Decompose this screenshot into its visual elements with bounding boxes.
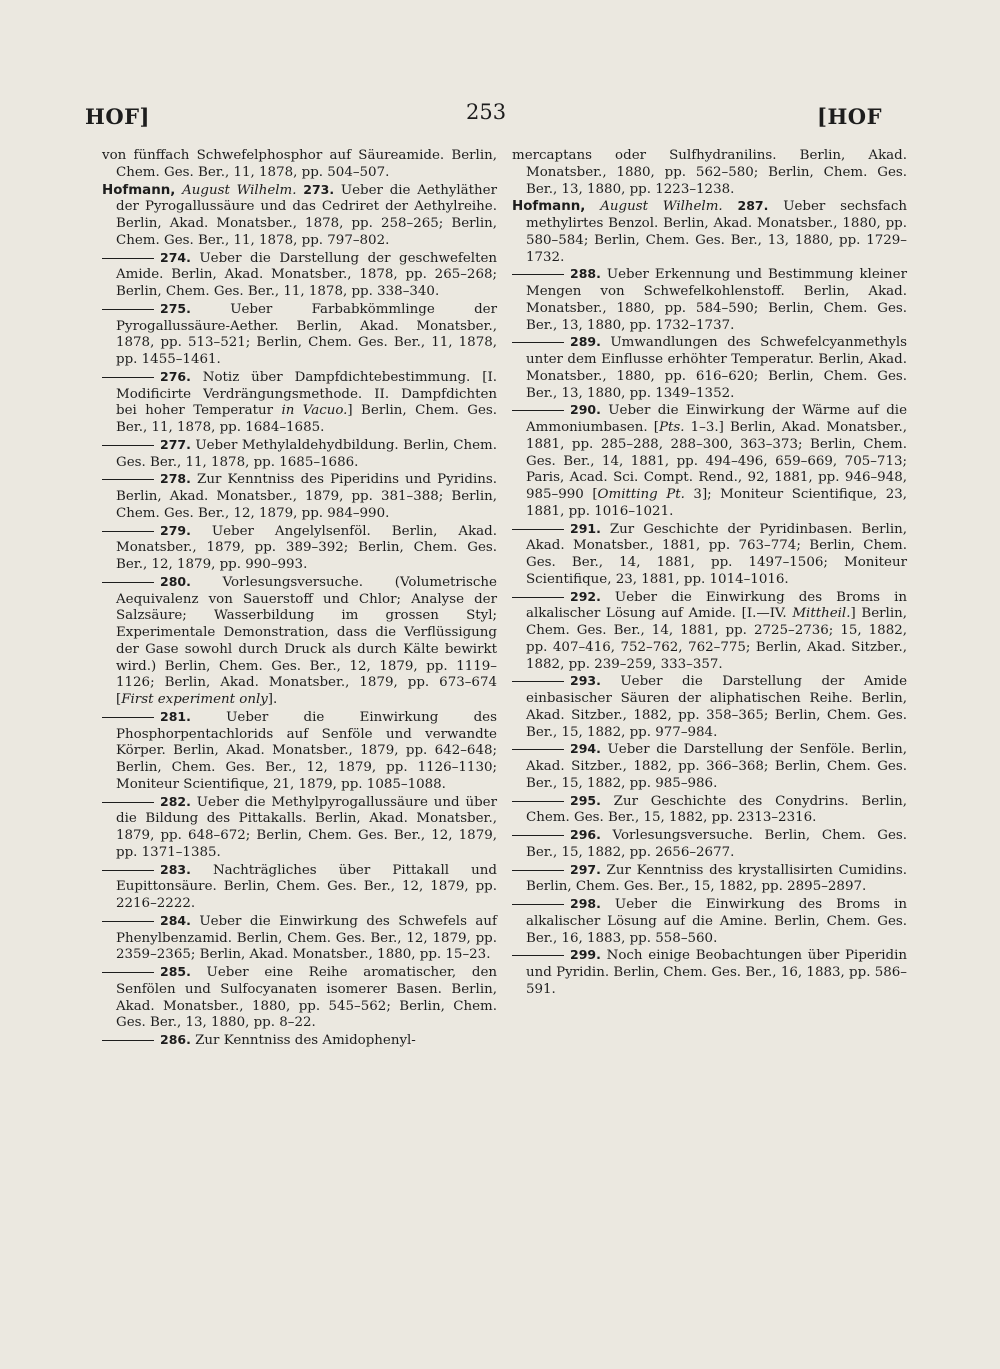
bibliography-entry-280 bbox=[102, 574, 497, 709]
entry-number: 276. bbox=[160, 368, 191, 384]
bibliography-entry-276 bbox=[102, 369, 497, 437]
continued-entry: mercaptans oder Sulfhydranilins. Berlin, Akad. Monatsber., 1880, pp. 562–580; Berlin, Chem. Ges. Ber., 13, 1880, pp. 1223–1238. bbox=[512, 148, 907, 197]
entry-text: Ueber die Einwirkung des Schwefels auf Phenylbenzamid. Berlin, Chem. Ges. Ber., 12, 1879, pp. 2359–2365; Berlin, Akad. Monatsber., 1880, pp. 15–23. bbox=[116, 913, 497, 963]
entry-text: Ueber die Einwirkung des Phosphorpentachlorids auf Senföle und verwandte Körper. Berlin, Akad. Monatsber., 1879, pp. 642–648; Berlin, Chem. Ges. Ber., 12, 1879, pp. 1126–1130; Moniteur Scientifique, 21, 1879, pp. 1085–1088. bbox=[116, 709, 497, 792]
entry-text-cont: ]. bbox=[267, 692, 278, 707]
entry-text: Vorlesungsversuche. Berlin, Chem. Ges. Ber., 15, 1882, pp. 2656–2677. bbox=[526, 828, 907, 860]
left-column bbox=[102, 148, 497, 1050]
entry-text: Ueber sechsfach methylirtes Benzol. Berlin, Akad. Monatsber., 1880, pp. 580–584; Berlin, Chem. Ges. Ber., 13, 1880, pp. 1729–1732. bbox=[526, 199, 907, 265]
entry-text-cont-2: 3]; Moniteur Scientifique, 23, 1881, pp. 1016–1021. bbox=[526, 487, 907, 519]
ditto-rule bbox=[102, 531, 154, 532]
ditto-rule bbox=[512, 342, 564, 343]
author-name: Hofmann, bbox=[102, 182, 176, 198]
entry-italic-text: Mittheil. bbox=[792, 606, 851, 622]
entry-text: Vorlesungsversuche. (Volumetrische Aequivalenz von Sauerstoff und Chlor; Analyse der Salzsäure; Wasserbildung im grossen Styl; Experimentale Demonstration, dass die Verflüssigung der Gase sowohl durch Druck als durch Kälte bewirkt wird.) Berlin, Chem. Ges. Ber., 12, 1879, pp. 1119–1126; Berlin, Akad. Monatsber., 1879, pp. 673–674 [ bbox=[116, 574, 497, 707]
entry-text: Zur Kenntniss des Piperidins und Pyridins. Berlin, Akad. Monatsber., 1879, pp. 381–388; Berlin, Chem. Ges. Ber., 12, 1879, pp. 984–990. bbox=[116, 472, 497, 521]
bibliography-entry-297 bbox=[512, 862, 907, 897]
entry-text-cont: ] Berlin, Chem. Ges. Ber., 14, 1881, pp. 2725–2736; 15, 1882, pp. 407–416, 752–762, 762–775; Berlin, Akad. Sitzber., 1882, pp. 239–259, 333–357. bbox=[526, 606, 907, 672]
entry-number: 290. bbox=[570, 402, 601, 418]
entry-text: Zur Geschichte des Conydrins. Berlin, Chem. Ges. Ber., 15, 1882, pp. 2313–2316. bbox=[526, 793, 908, 826]
entry-number: 285. bbox=[160, 964, 191, 979]
entry-number: 274. bbox=[160, 249, 191, 265]
entry-text: Notiz über Dampfdichtebestimmung. [I. Modificirte Verdrängungsmethode. II. Dampfdichten bei hoher Temperatur bbox=[116, 369, 497, 419]
ditto-rule bbox=[512, 955, 564, 956]
entry-number: 288. bbox=[570, 266, 601, 282]
author-given-names: August Wilhelm. bbox=[182, 182, 297, 198]
entry-number: 282. bbox=[160, 793, 191, 809]
entry-italic-text: Pts. bbox=[658, 420, 685, 435]
entry-italic-text: in Vacuo. bbox=[281, 403, 348, 419]
entry-text: Zur Kenntniss des krystallisirten Cumidins. Berlin, Chem. Ges. Ber., 15, 1882, pp. 2895–2897. bbox=[526, 862, 907, 895]
entry-text: Ueber die Darstellung der geschwefelten Amide. Berlin, Akad. Monatsber., 1878, pp. 265–268; Berlin, Chem. Ges. Ber., 11, 1878, pp. 338–340. bbox=[116, 250, 497, 299]
ditto-rule bbox=[102, 1040, 154, 1041]
ditto-rule bbox=[102, 258, 154, 259]
bibliography-entry-283 bbox=[102, 862, 497, 913]
bibliography-entry-286 bbox=[102, 1032, 497, 1050]
entry-number: 298. bbox=[570, 896, 601, 911]
entry-number: 278. bbox=[160, 471, 191, 487]
entry-text-cont: ] Berlin, Chem. Ges. Ber., 11, 1878, pp. 1684–1685. bbox=[116, 403, 497, 435]
entry-text: Nachträgliches über Pittakall und Eupittonsäure. Berlin, Chem. Ges. Ber., 12, 1879, pp. 2216–2222. bbox=[116, 862, 497, 911]
entry-text-cont: 1–3.] Berlin, Akad. Monatsber., 1881, pp. 285–288, 288–300, 363–373; Berlin, Chem. Ges. Ber., 14, 1881, pp. 494–496, 659–669, 705–713; Paris, Acad. Sci. Compt. Rend., 92, 1881, pp. 946–948, 985–990 [ bbox=[526, 420, 908, 502]
bibliography-entry-278 bbox=[102, 471, 497, 522]
bibliography-entry-296 bbox=[512, 827, 907, 862]
ditto-rule bbox=[102, 479, 154, 480]
ditto-rule bbox=[512, 681, 564, 682]
bibliography-entry-293 bbox=[512, 673, 907, 741]
bibliography-entry-274 bbox=[102, 250, 497, 301]
entry-number: 297. bbox=[570, 861, 601, 877]
bibliography-entry-295 bbox=[512, 793, 907, 828]
running-header bbox=[0, 100, 1000, 140]
ditto-rule bbox=[102, 377, 154, 378]
entry-number: 292. bbox=[570, 588, 601, 604]
bibliography-entry-290 bbox=[512, 402, 907, 520]
bibliography-entry-291 bbox=[512, 521, 907, 589]
ditto-rule bbox=[102, 921, 154, 922]
header-right-keyword: [HOF bbox=[817, 104, 882, 129]
entry-text: Ueber Methylaldehydbildung. Berlin, Chem. Ges. Ber., 11, 1878, pp. 1685–1686. bbox=[116, 437, 497, 470]
entry-number: 299. bbox=[570, 947, 601, 963]
ditto-rule bbox=[102, 445, 154, 446]
entry-number: 295. bbox=[570, 792, 601, 808]
bibliography-entry-294 bbox=[512, 741, 907, 792]
bibliography-entry-284 bbox=[102, 913, 497, 964]
ditto-rule bbox=[102, 802, 154, 803]
right-column bbox=[512, 148, 907, 999]
entry-number: 293. bbox=[570, 673, 601, 689]
bibliography-entry-298 bbox=[512, 896, 907, 947]
ditto-rule bbox=[512, 870, 564, 871]
entry-italic-text: First experiment only bbox=[121, 692, 268, 707]
entry-text: Ueber die Darstellung der Amide einbasischer Säuren der aliphatischen Reihe. Berlin, Akad. Sitzber., 1882, pp. 358–365; Berlin, Chem. Ges. Ber., 15, 1882, pp. 977–984. bbox=[526, 674, 907, 740]
entry-text: Ueber eine Reihe aromatischer, den Senfölen und Sulfocyanaten isomerer Basen. Berlin, Akad. Monatsber., 1880, pp. 545–562; Berlin, Chem. Ges. Ber., 13, 1880, pp. 8–22. bbox=[116, 965, 497, 1031]
bibliography-entry-282 bbox=[102, 794, 497, 862]
ditto-rule bbox=[512, 529, 564, 530]
entry-text: Ueber die Methylpyrogallussäure und über die Bildung des Pittakalls. Berlin, Akad. Monatsber., 1879, pp. 648–672; Berlin, Chem. Ges. Ber., 12, 1879, pp. 1371–1385. bbox=[116, 794, 497, 860]
ditto-rule bbox=[102, 870, 154, 871]
entry-number: 280. bbox=[160, 573, 191, 589]
entry-text: Ueber die Einwirkung der Wärme auf die Ammoniumbasen. [ bbox=[526, 403, 907, 435]
entry-number: 286. bbox=[160, 1032, 191, 1047]
continued-entry: von fünffach Schwefelphosphor auf Säureamide. Berlin, Chem. Ges. Ber., 11, 1878, pp. 504–507. bbox=[102, 148, 497, 180]
entry-number: 291. bbox=[570, 520, 601, 536]
entry-number: 294. bbox=[570, 741, 601, 757]
entry-text: Ueber die Darstellung der Senföle. Berlin, Akad. Sitzber., 1882, pp. 366–368; Berlin, Chem. Ges. Ber., 15, 1882, pp. 985–986. bbox=[526, 742, 907, 791]
page-number: 253 bbox=[466, 100, 507, 124]
entry-text: Ueber die Einwirkung des Broms in alkalischer Lösung auf Amide. [I.—IV. bbox=[526, 589, 907, 622]
ditto-rule bbox=[512, 749, 564, 750]
bibliography-entry-287 bbox=[512, 198, 907, 266]
entry-number: 281. bbox=[160, 708, 191, 724]
entry-italic-text-2: Omitting Pt. bbox=[597, 487, 685, 502]
entry-text: Ueber Farbabkömmlinge der Pyrogallussäure-Aether. Berlin, Akad. Monatsber., 1878, pp. 513–521; Berlin, Chem. Ges. Ber., 11, 1878, pp. 1455–1461. bbox=[116, 301, 498, 367]
bibliography-entry-277 bbox=[102, 437, 497, 472]
entry-text: Noch einige Beobachtungen über Piperidin und Pyridin. Berlin, Chem. Ges. Ber., 16, 1883, pp. 586–591. bbox=[526, 948, 907, 997]
entry-number: 277. bbox=[160, 436, 191, 452]
entry-number: 289. bbox=[570, 334, 601, 350]
author-name: Hofmann, bbox=[512, 199, 586, 215]
entry-text: Umwandlungen des Schwefelcyanmethyls unter dem Einflusse erhöhter Temperatur. Berlin, Akad. Monatsber., 1880, pp. 616–620; Berlin, Chem. Ges. Ber., 13, 1880, pp. 1349–1352. bbox=[526, 335, 907, 401]
entry-number: 273. bbox=[303, 181, 335, 197]
entry-text: Ueber Angelylsenföl. Berlin, Akad. Monatsber., 1879, pp. 389–392; Berlin, Chem. Ges. Ber., 12, 1879, pp. 990–993. bbox=[116, 523, 497, 572]
ditto-rule bbox=[512, 274, 564, 275]
ditto-rule bbox=[512, 801, 564, 802]
ditto-rule bbox=[512, 410, 564, 411]
ditto-rule bbox=[102, 717, 154, 718]
entry-text: Zur Kenntniss des Amidophenyl- bbox=[195, 1033, 416, 1048]
header-left-keyword: HOF] bbox=[85, 104, 150, 129]
ditto-rule bbox=[512, 904, 564, 905]
entry-text: Ueber die Einwirkung des Broms in alkalischer Lösung auf die Amine. Berlin, Chem. Ges. Ber., 16, 1883, pp. 558–560. bbox=[526, 897, 907, 946]
ditto-rule bbox=[102, 582, 154, 583]
bibliography-entry-279 bbox=[102, 523, 497, 574]
bibliography-entry-285 bbox=[102, 964, 497, 1032]
entry-number: 284. bbox=[160, 912, 191, 928]
bibliography-entry-281 bbox=[102, 709, 497, 794]
entry-number: 275. bbox=[160, 300, 191, 316]
author-given-names: August Wilhelm. bbox=[600, 199, 723, 215]
entry-text: Ueber die Aethyläther der Pyrogallussäure und das Cedriret der Aethylreihe. Berlin, Akad. Monatsber., 1878, pp. 258–265; Berlin, Chem. Ges. Ber., 11, 1878, pp. 797–802. bbox=[116, 182, 497, 248]
bibliography-entry-275 bbox=[102, 301, 497, 369]
ditto-rule bbox=[512, 597, 564, 598]
bibliography-entry-289 bbox=[512, 334, 907, 402]
entry-number: 279. bbox=[160, 522, 191, 538]
bibliography-entry-273 bbox=[102, 182, 497, 250]
ditto-rule bbox=[512, 835, 564, 836]
bibliography-entry-288 bbox=[512, 266, 907, 334]
entry-number: 283. bbox=[160, 861, 191, 877]
bibliography-entry-299 bbox=[512, 947, 907, 998]
bibliography-entry-292 bbox=[512, 589, 907, 674]
ditto-rule bbox=[102, 309, 154, 310]
entry-text: Ueber Erkennung und Bestimmung kleiner Mengen von Schwefelkohlenstoff. Berlin, Akad. Monatsber., 1880, pp. 584–590; Berlin, Chem. Ges. Ber., 13, 1880, pp. 1732–1737. bbox=[526, 267, 907, 333]
ditto-rule bbox=[102, 972, 154, 973]
entry-text: Zur Geschichte der Pyridinbasen. Berlin, Akad. Monatsber., 1881, pp. 763–774; Berlin, Chem. Ges. Ber., 14, 1881, pp. 1497–1506; Moniteur Scientifique, 23, 1881, pp. 1014–1016. bbox=[526, 521, 907, 587]
entry-number: 296. bbox=[570, 827, 601, 842]
entry-number: 287. bbox=[737, 198, 769, 214]
